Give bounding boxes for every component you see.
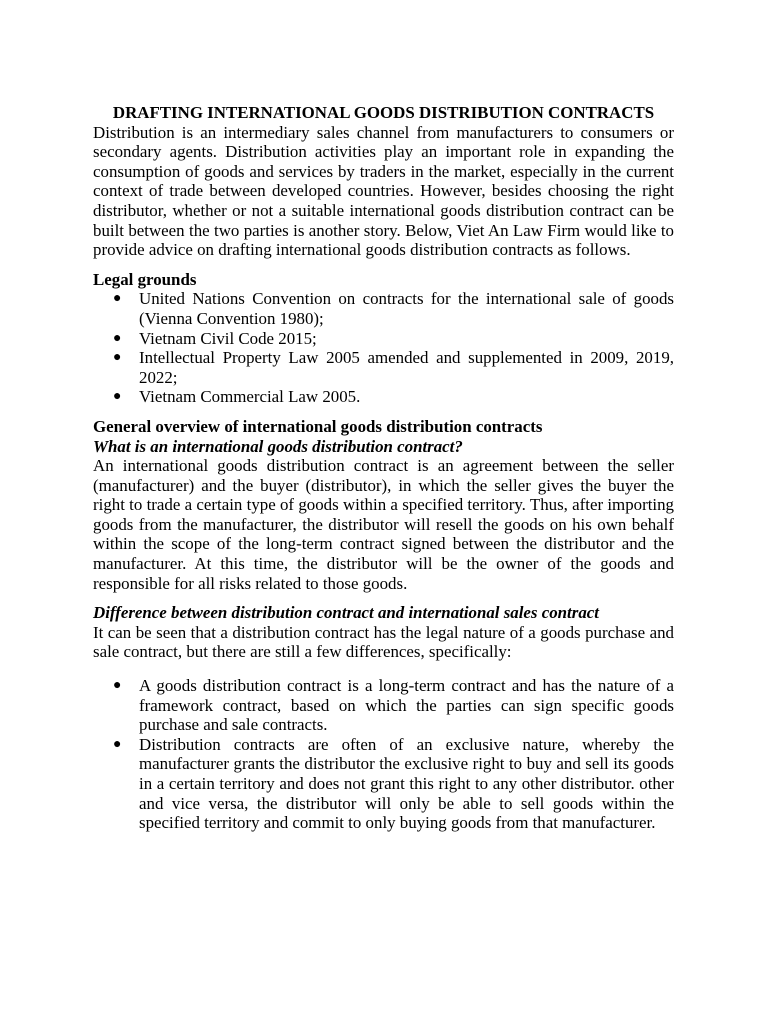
bullet-icon: ● — [113, 736, 122, 752]
list-item: ● Distribution contracts are often of an exclusive nature, whereby the manufacturer grants the distributor the exclusive right to buy and sell its goods in a certain territory and does not grant this right to any other distributor. other and vice versa, the distributor will only be able to sell goods within the specified territory and commit to only buying goods from that manufacturer. — [113, 734, 674, 833]
document-title: DRAFTING INTERNATIONAL GOODS DISTRIBUTION CONTRACTS — [112, 103, 655, 122]
legal-grounds-heading: Legal grounds — [93, 269, 197, 289]
overview-heading: General overview of international goods distribution contracts — [93, 416, 543, 436]
bullet-icon: ● — [113, 389, 122, 405]
list-item: ● Intellectual Property Law 2005 amended and supplemented in 2009, 2019, 2022; — [113, 348, 674, 387]
difference-paragraph: It can be seen that a distribution contract has the legal nature of a goods purchase and sale contract, but there are still a few differences, specifically: — [93, 622, 674, 662]
list-item: ● United Nations Convention on contracts for the international sale of goods (Vienna Convention 1980); — [113, 289, 674, 328]
list-item: ● A goods distribution contract is a long-term contract and has the nature of a framework contract, based on which the parties can sign specific goods purchase and sale contracts. — [113, 676, 674, 735]
bullet-icon: ● — [113, 350, 122, 366]
difference-subheading: Difference between distribution contract and international sales contract — [93, 603, 599, 623]
intro-paragraph: Distribution is an intermediary sales channel from manufacturers to consumers or secondary agents. Distribution activities play an important role in expanding the consumption of goods and services by traders in the market, especially in the current context of trade between developed countries. However, besides choosing the right distributor, whether or not a suitable international goods distribution contract can be built between the two parties is another story. Below, Viet An Law Firm would like to provide advice on drafting international goods distribution contracts as follows. — [93, 122, 674, 260]
legal-grounds-list — [93, 289, 674, 407]
bullet-icon: ● — [113, 330, 122, 346]
bullet-icon: ● — [113, 291, 122, 307]
list-item: ● Vietnam Civil Code 2015; — [113, 328, 317, 348]
difference-list — [93, 676, 674, 833]
list-item: ● Vietnam Commercial Law 2005. — [113, 387, 361, 407]
what-is-paragraph: An international goods distribution contract is an agreement between the seller (manufacturer) and the buyer (distributor), in which the seller gives the buyer the right to trade a certain type of goods within a specified territory. Thus, after importing goods from the manufacturer, the distributor will resell the goods on his own behalf within the scope of the long-term contract signed between the distributor and the manufacturer. At this time, the distributor will be the owner of the goods and responsible for all risks related to those goods. — [93, 456, 674, 593]
bullet-icon: ● — [113, 678, 122, 694]
what-is-subheading: What is an international goods distribution contract? — [93, 436, 463, 456]
document-body — [93, 103, 674, 833]
